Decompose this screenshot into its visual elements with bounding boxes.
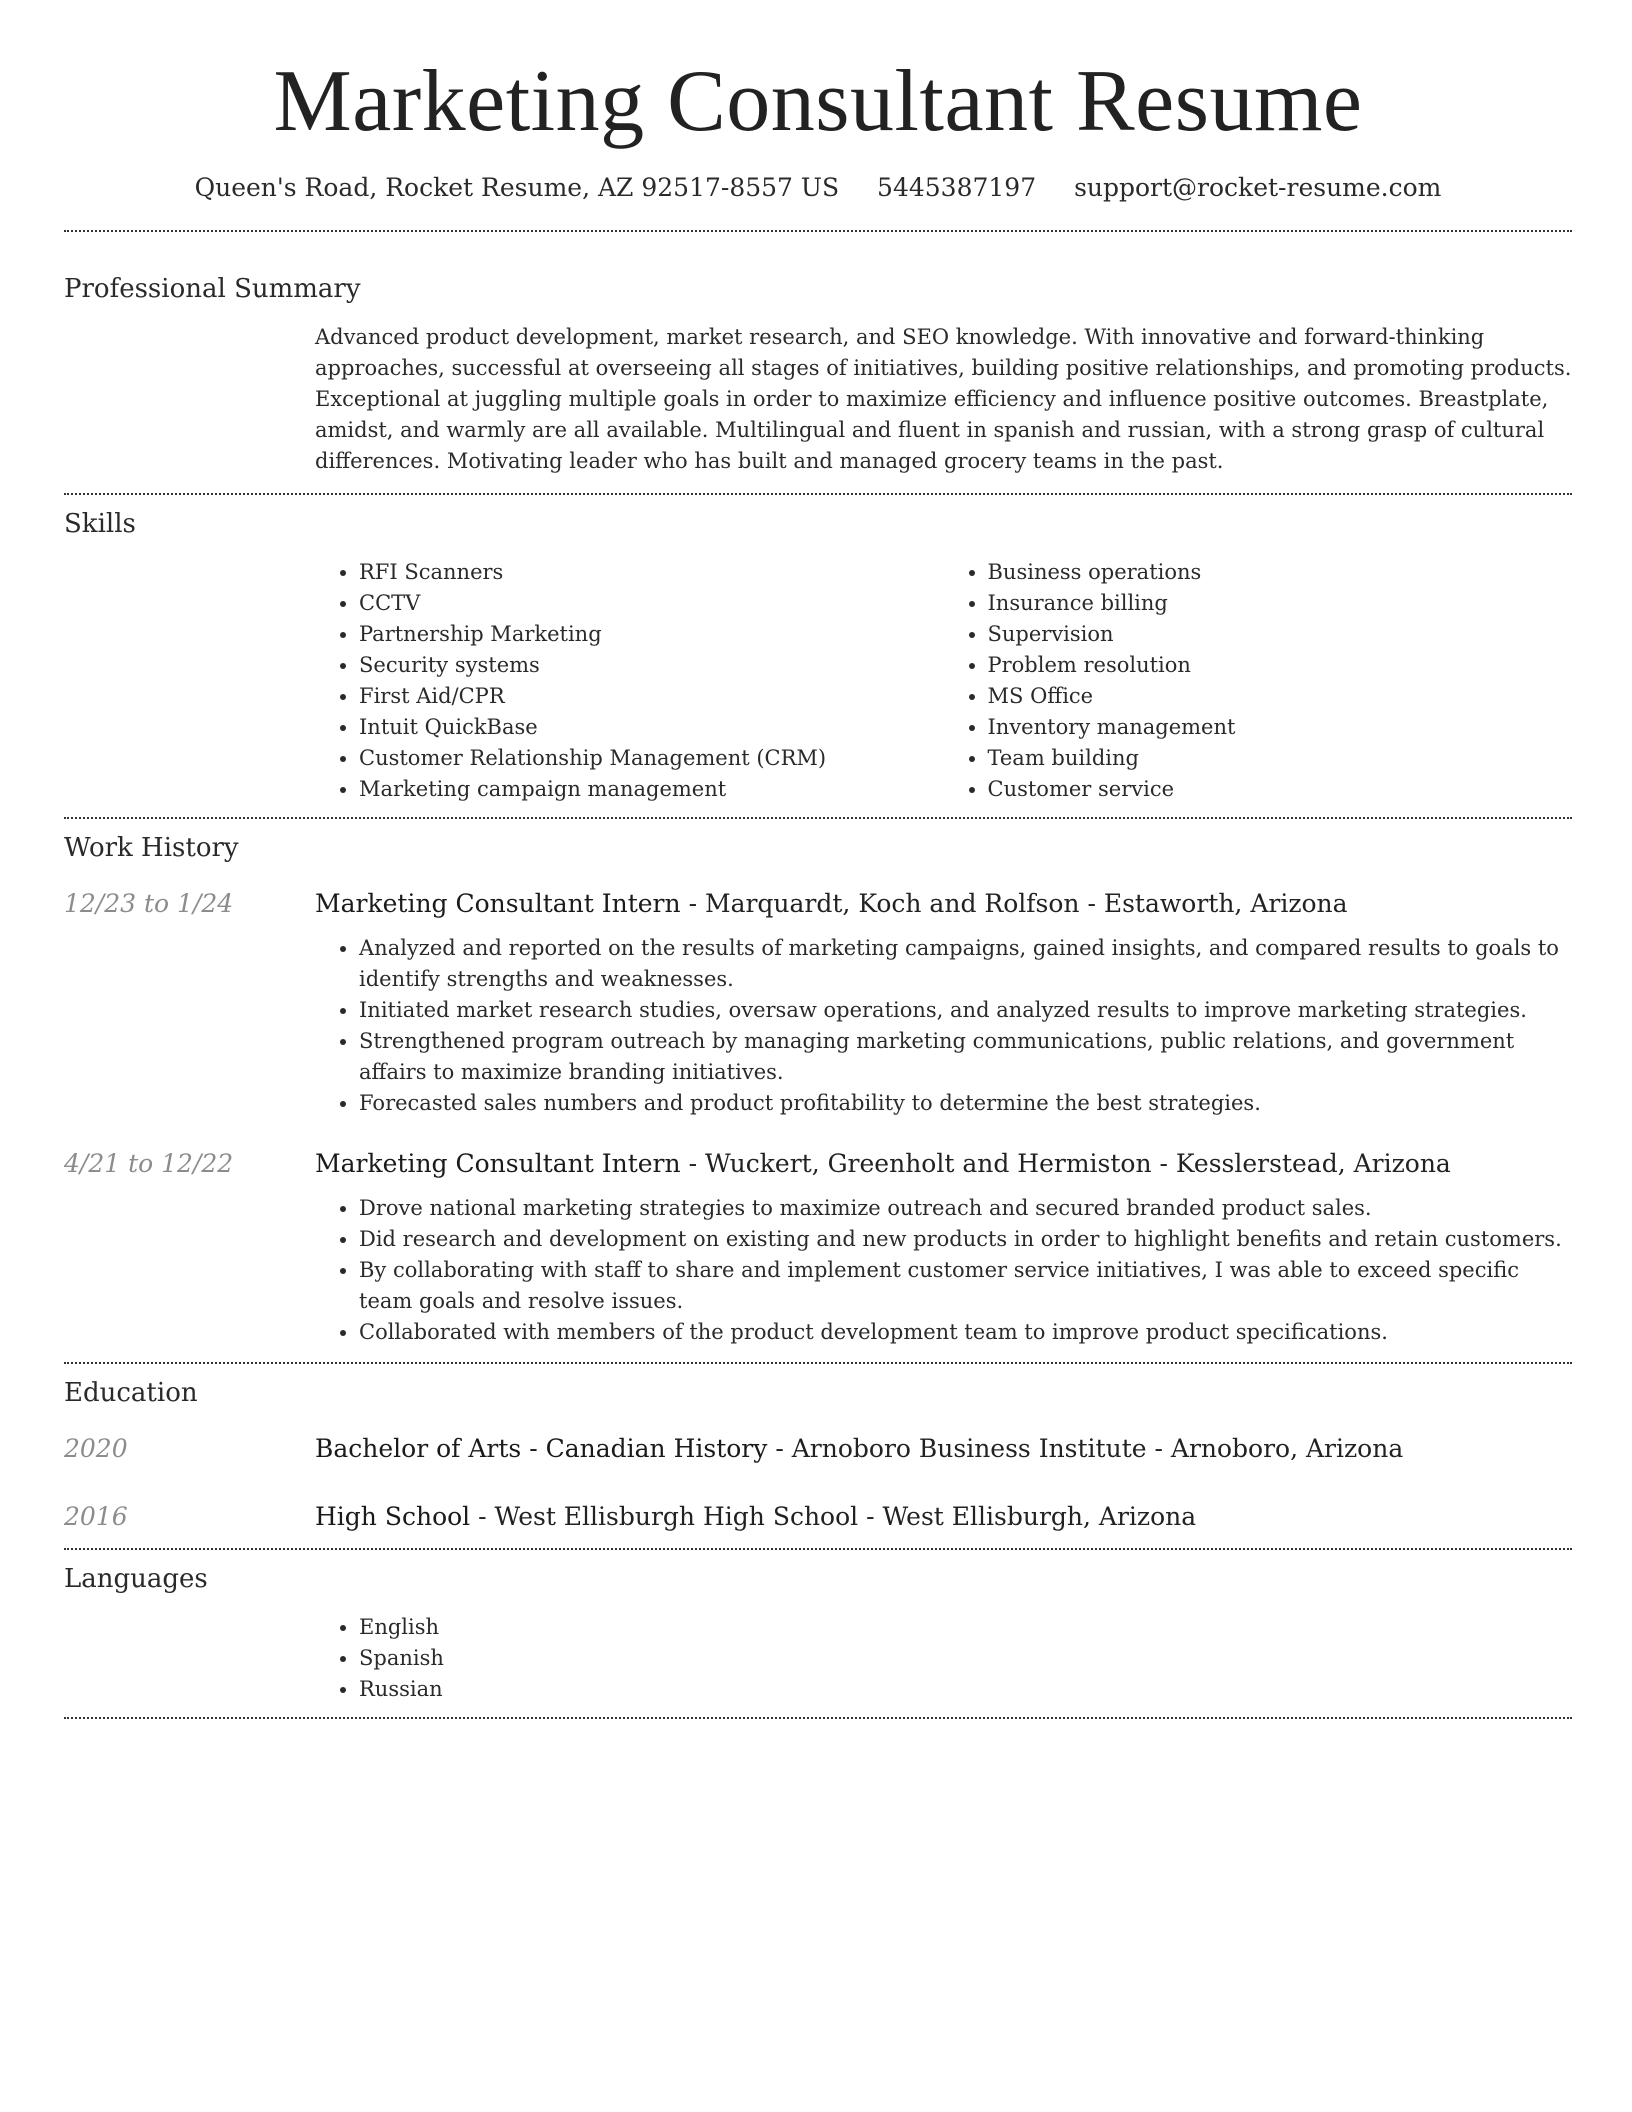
skill-item: • CCTV: [359, 588, 944, 619]
languages-list: [315, 1612, 1572, 1705]
skill-item: • Problem resolution: [988, 650, 1573, 681]
job-heading: Marketing Consultant Intern - Marquardt, Koch and Rolfson - Estaworth, Arizona: [315, 889, 1348, 918]
job-location: Kesslerstead, Arizona: [1175, 1149, 1451, 1178]
divider: [64, 1717, 1572, 1719]
education-degree: High School: [315, 1502, 471, 1531]
summary-heading: Professional Summary: [64, 274, 361, 304]
skill-item: • Customer service: [988, 774, 1573, 805]
job-entry: [64, 887, 1572, 1119]
skill-item: • Partnership Marketing: [359, 619, 944, 650]
education-heading: Education: [64, 1378, 198, 1408]
skill-item: • Intuit QuickBase: [359, 712, 944, 743]
contact-line: [64, 172, 1572, 204]
resume-page: [64, 0, 1572, 1719]
skill-item: • MS Office: [988, 681, 1573, 712]
job-bullet: • Forecasted sales numbers and product profitability to determine the best strategies.: [359, 1088, 1572, 1119]
summary-text: Advanced product development, market research, and SEO knowledge. With innovative and forward-thinking approaches, successful at overseeing all stages of initiatives, building positive relationships, and promoting products. Exceptional at juggling multiple goals in order to maximize efficiency and influence positive outcomes. Breastplate, amidst, and warmly are all available. Multilingual and fluent in spanish and russian, with a strong grasp of cultural differences. Motivating leader who has built and managed grocery teams in the past.: [315, 325, 1572, 473]
job-title: Marketing Consultant Intern: [315, 889, 681, 918]
education-location: West Ellisburgh, Arizona: [882, 1502, 1197, 1531]
job-date: 4/21 to 12/22: [64, 1149, 234, 1178]
skill-item: • Marketing campaign management: [359, 774, 944, 805]
education-school: West Ellisburgh High School: [494, 1502, 859, 1531]
job-bullet: • Initiated market research studies, oversaw operations, and analyzed results to improve marketing strategies.: [359, 995, 1572, 1026]
education-degree: Bachelor of Arts - Canadian History: [315, 1434, 768, 1463]
education-year: 2016: [64, 1502, 128, 1531]
language-item: • Spanish: [359, 1643, 1572, 1674]
skill-item: • RFI Scanners: [359, 557, 944, 588]
education-year: 2020: [64, 1434, 128, 1463]
skill-item: • Customer Relationship Management (CRM): [359, 743, 944, 774]
language-item: • English: [359, 1612, 1572, 1643]
job-location: Estaworth, Arizona: [1103, 889, 1348, 918]
skill-item: • First Aid/CPR: [359, 681, 944, 712]
skill-item: • Team building: [988, 743, 1573, 774]
skills-heading: Skills: [64, 509, 136, 539]
job-entry: [64, 1147, 1572, 1348]
skill-item: • Security systems: [359, 650, 944, 681]
job-bullet: • By collaborating with staff to share and implement customer service initiatives, I was able to exceed specific team goals and resolve issues.: [359, 1255, 1572, 1317]
education-heading-line: High School - West Ellisburgh High School - West Ellisburgh, Arizona: [315, 1502, 1197, 1531]
languages-heading: Languages: [64, 1564, 208, 1594]
job-bullet: • Did research and development on existing and new products in order to highlight benefits and retain customers.: [359, 1224, 1572, 1255]
job-date: 12/23 to 1/24: [64, 889, 234, 918]
work-section: [64, 819, 1572, 1362]
work-heading: Work History: [64, 833, 239, 863]
job-bullets: [315, 1193, 1572, 1348]
education-section: [64, 1364, 1572, 1548]
education-entry: [64, 1432, 1572, 1466]
education-entry: [64, 1500, 1572, 1534]
contact-address: Queen's Road, Rocket Resume, AZ 92517-8557 US: [194, 173, 840, 202]
languages-section: [64, 1550, 1572, 1717]
skills-list-1: [315, 557, 944, 805]
skill-item: • Supervision: [988, 619, 1573, 650]
skill-item: • Inventory management: [988, 712, 1573, 743]
summary-section: [64, 232, 1572, 493]
job-company: Wuckert, Greenholt and Hermiston: [704, 1149, 1152, 1178]
education-heading-line: Bachelor of Arts - Canadian History - Arnoboro Business Institute - Arnoboro, Arizona: [315, 1434, 1404, 1463]
education-school: Arnoboro Business Institute: [791, 1434, 1147, 1463]
contact-phone: 5445387197: [877, 173, 1037, 202]
education-location: Arnoboro, Arizona: [1170, 1434, 1404, 1463]
job-bullet: • Analyzed and reported on the results of marketing campaigns, gained insights, and compared results to goals to identify strengths and weaknesses.: [359, 933, 1572, 995]
job-company: Marquardt, Koch and Rolfson: [704, 889, 1080, 918]
contact-email: support@rocket-resume.com: [1074, 173, 1442, 202]
skills-list-2: [944, 557, 1573, 805]
job-heading: Marketing Consultant Intern - Wuckert, Greenholt and Hermiston - Kesslerstead, Arizona: [315, 1149, 1451, 1178]
job-bullets: [315, 933, 1572, 1119]
skill-item: • Insurance billing: [988, 588, 1573, 619]
job-title: Marketing Consultant Intern: [315, 1149, 681, 1178]
page-title: Marketing Consultant Resume: [273, 53, 1363, 150]
skill-item: • Business operations: [988, 557, 1573, 588]
job-bullet: • Drove national marketing strategies to maximize outreach and secured branded product sales.: [359, 1193, 1572, 1224]
skills-section: [64, 495, 1572, 817]
language-item: • Russian: [359, 1674, 1572, 1705]
job-bullet: • Strengthened program outreach by managing marketing communications, public relations, and government affairs to maximize branding initiatives.: [359, 1026, 1572, 1088]
job-bullet: • Collaborated with members of the product development team to improve product specifications.: [359, 1317, 1572, 1348]
